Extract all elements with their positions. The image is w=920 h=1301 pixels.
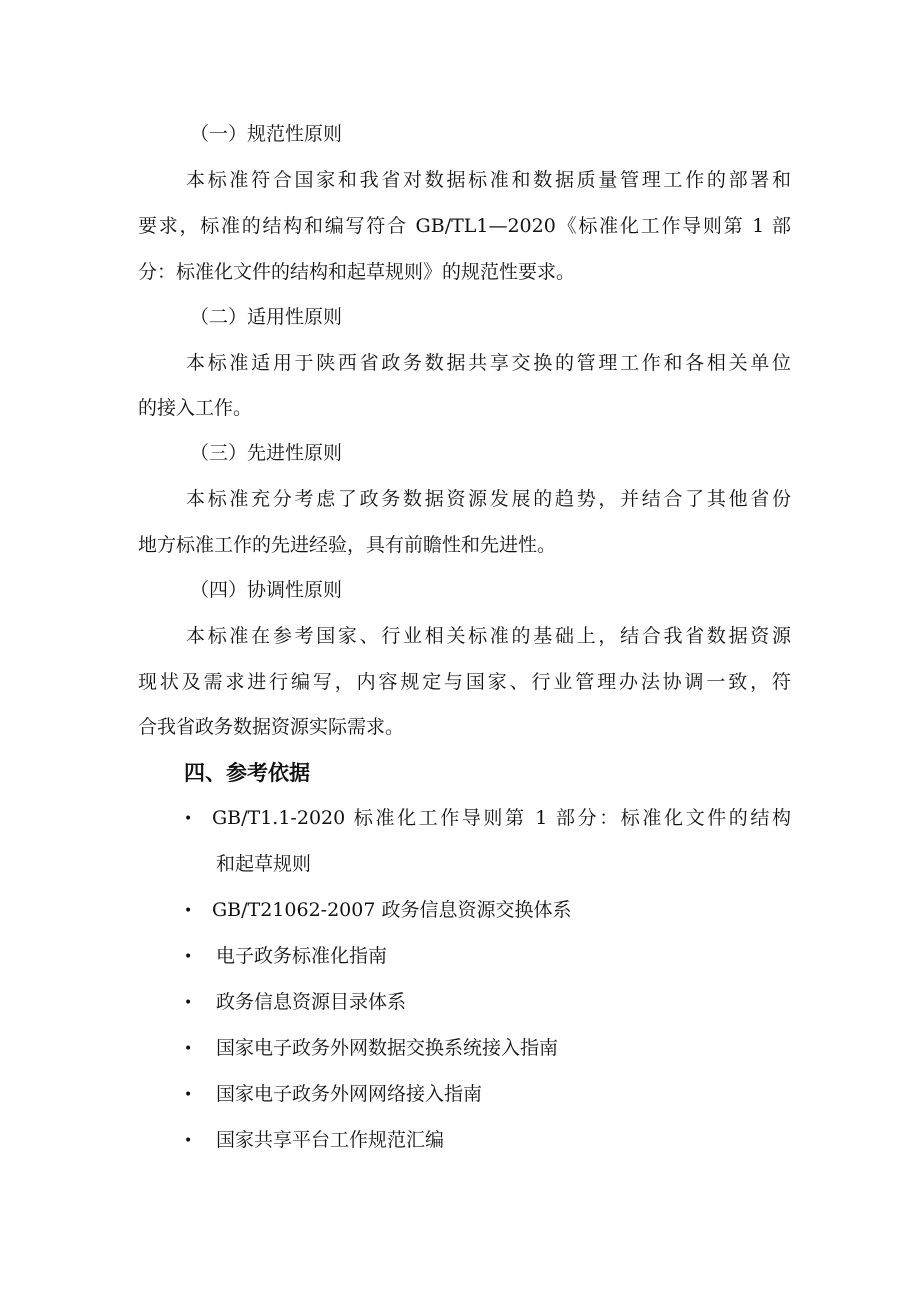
bullet-icon: • (184, 811, 193, 827)
reference-item: GB/T21062-2007 政务信息资源交换体系 (212, 899, 572, 921)
paragraph-line: 现状及需求进行编写，内容规定与国家、行业管理办法协调一致，符 (138, 671, 791, 693)
paragraph-line: 本标准适用于陕西省政务数据共享交换的管理工作和各相关单位 (186, 352, 791, 374)
reference-item: 电子政务标准化指南 (216, 945, 388, 967)
paragraph-line: 分：标准化文件的结构和起草规则》的规范性要求。 (138, 261, 576, 283)
principle-heading: （四）协调性原则 (190, 579, 343, 601)
paragraph-line: 地方标准工作的先进经验，具有前瞻性和先进性。 (138, 534, 557, 556)
paragraph-line: 合我省政务数据资源实际需求。 (138, 716, 405, 738)
bullet-icon: • (184, 995, 193, 1011)
paragraph-line: 本标准在参考国家、行业相关标准的基础上，结合我省数据资源 (186, 625, 791, 647)
paragraph-line: 要求，标准的结构和编写符合 GB/TL1—2020《标准化工作导则第 1 部 (138, 215, 791, 237)
bullet-icon: • (184, 1133, 193, 1149)
bullet-icon: • (184, 903, 193, 919)
reference-item: GB/T1.1-2020 标准化工作导则第 1 部分：标准化文件的结构 (212, 807, 791, 829)
principle-heading: （二）适用性原则 (190, 306, 343, 328)
reference-item: 国家电子政务外网网络接入指南 (216, 1083, 483, 1105)
reference-item: 国家电子政务外网数据交换系统接入指南 (216, 1037, 559, 1059)
bullet-icon: • (184, 1087, 193, 1103)
bullet-icon: • (184, 1041, 193, 1057)
principle-heading: （一）规范性原则 (190, 123, 343, 145)
reference-item-continued: 和起草规则 (216, 853, 312, 875)
reference-item: 政务信息资源目录体系 (216, 991, 407, 1013)
section-title: 四、参考依据 (184, 761, 310, 785)
paragraph-line: 本标准充分考虑了政务数据资源发展的趋势，并结合了其他省份 (186, 488, 791, 510)
paragraph-line: 本标准符合国家和我省对数据标准和数据质量管理工作的部署和 (186, 169, 791, 191)
bullet-icon: • (184, 949, 193, 965)
reference-item: 国家共享平台工作规范汇编 (216, 1129, 445, 1151)
paragraph-line: 的接入工作。 (138, 397, 253, 419)
principle-heading: （三）先进性原则 (190, 442, 343, 464)
